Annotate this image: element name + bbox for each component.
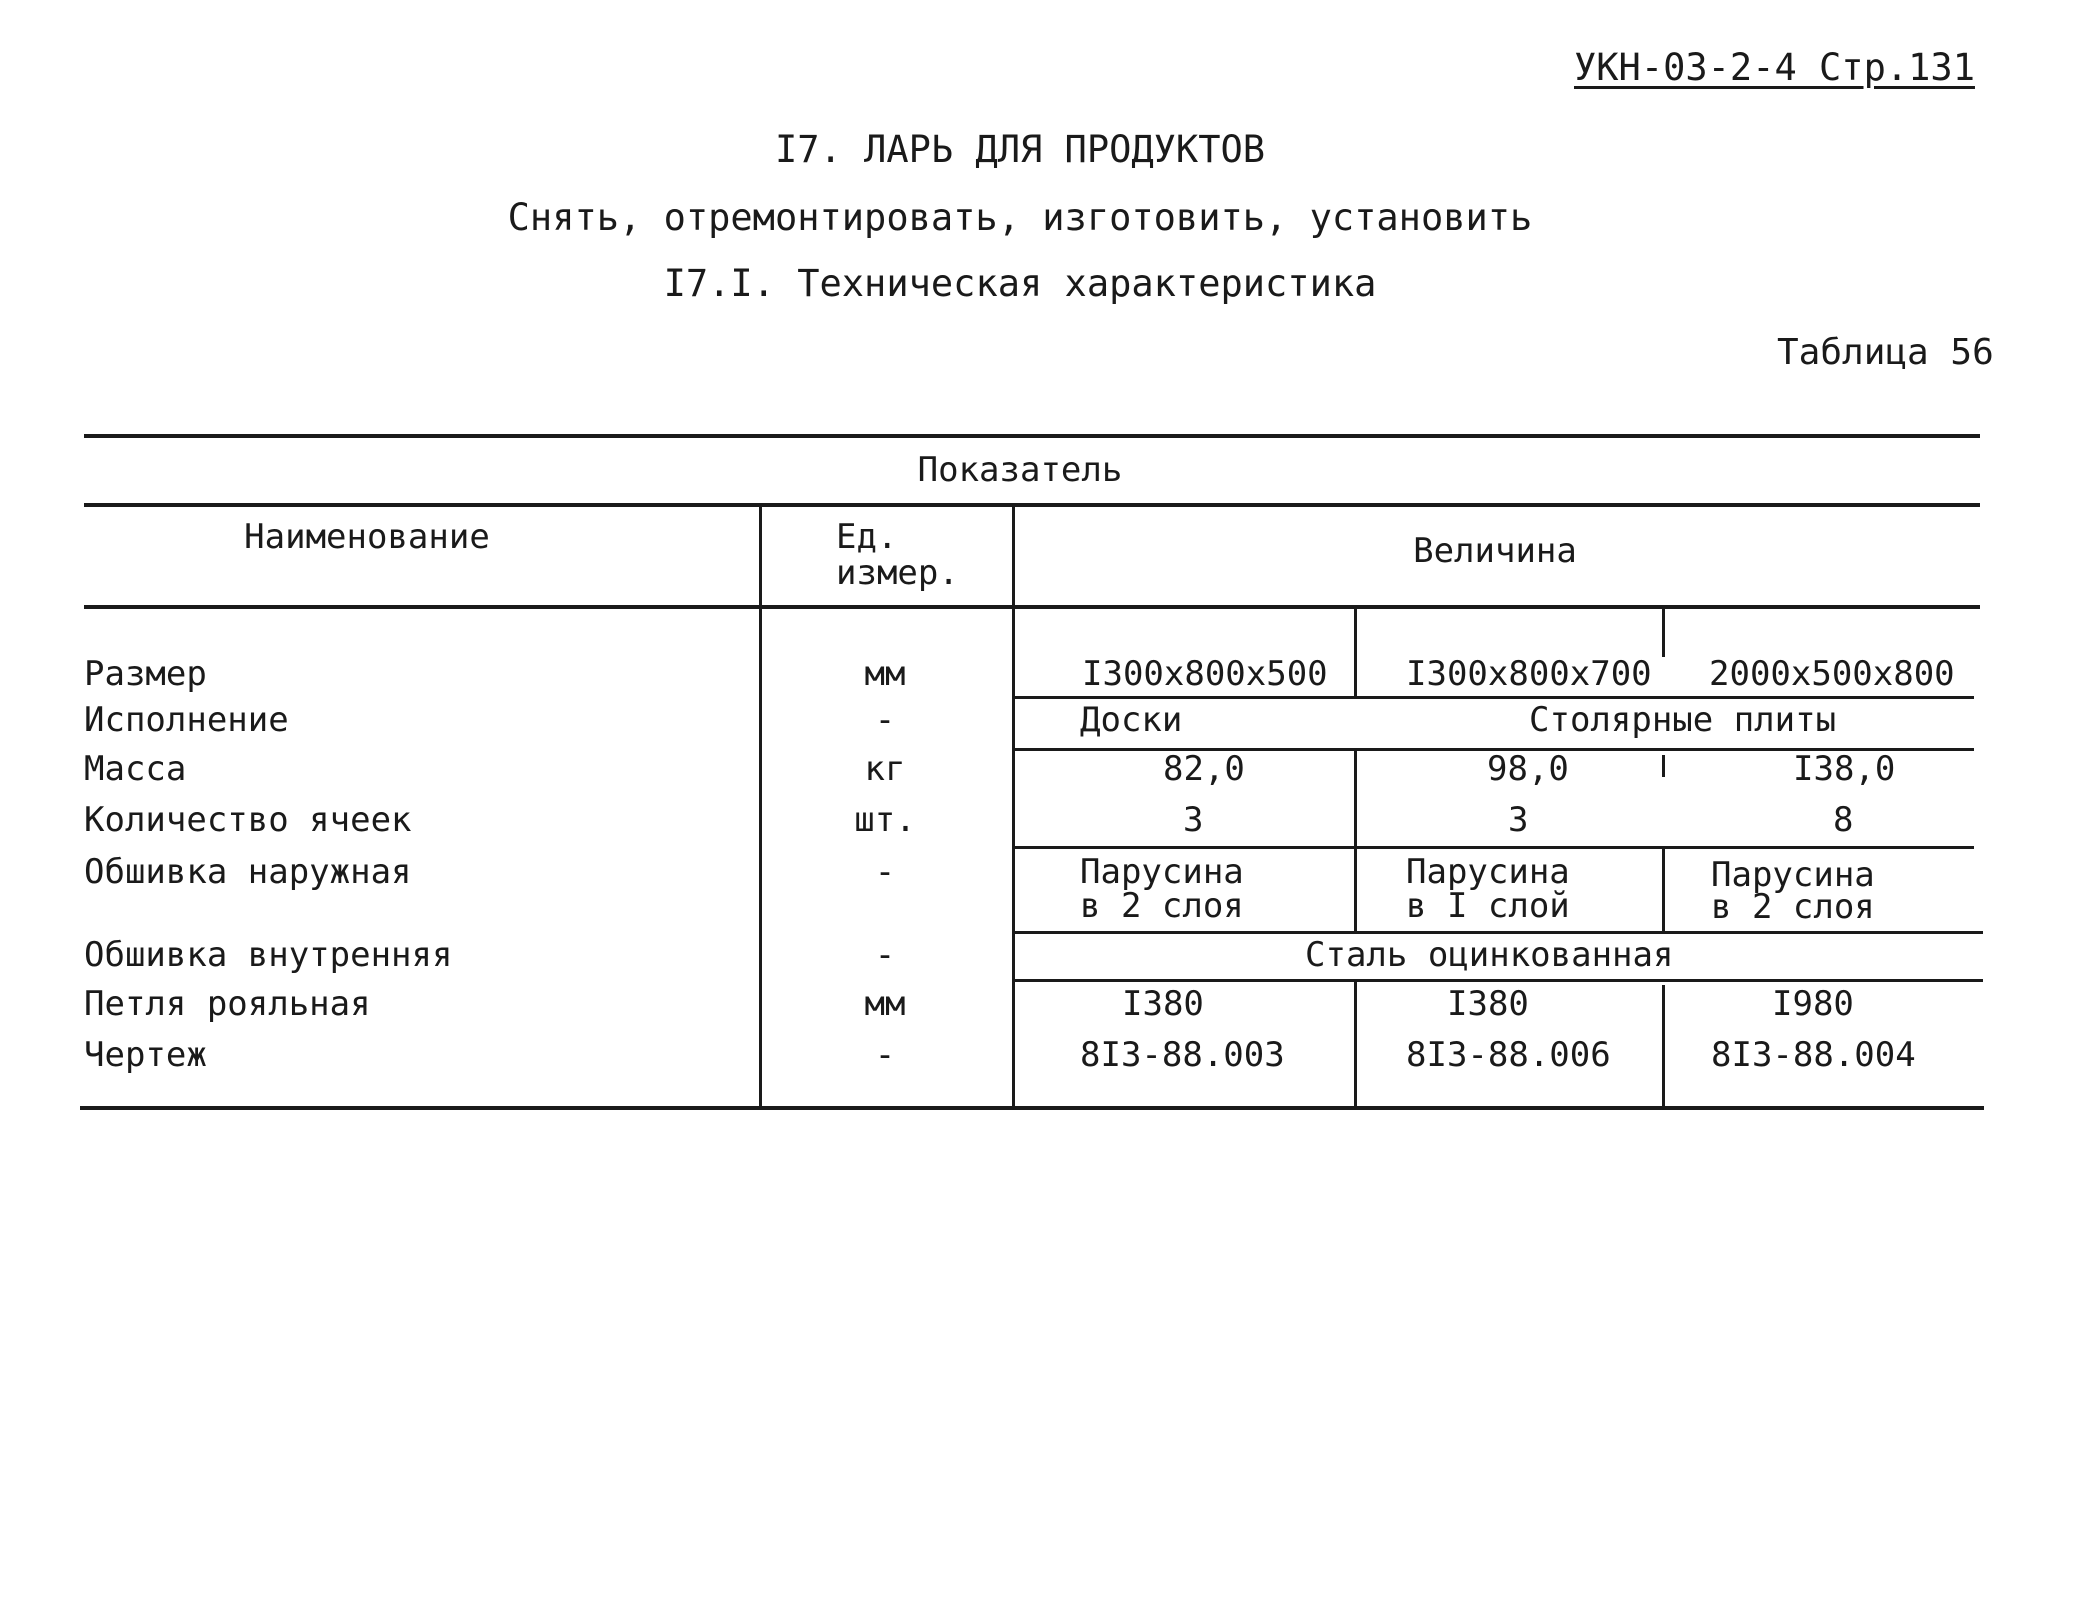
column-header-unit: Ед. xyxy=(836,517,898,557)
row-label: Масса xyxy=(84,749,187,789)
row-rule xyxy=(1013,696,1974,699)
table-bottom-rule xyxy=(80,1106,1984,1110)
value-divider xyxy=(1354,748,1357,933)
row-value: I38,0 xyxy=(1793,749,1896,789)
document-reference: УКН-03-2-4 Стр.131 xyxy=(1574,46,1975,89)
row-value: в 2 слоя xyxy=(1080,886,1244,926)
row-value: Парусина xyxy=(1406,852,1570,892)
column-divider xyxy=(1012,503,1015,1106)
row-unit: - xyxy=(874,852,896,892)
value-divider xyxy=(1662,755,1665,777)
row-value: в I слой xyxy=(1406,886,1570,926)
row-label: Обшивка внутренняя xyxy=(84,935,453,975)
row-value: 8I3-88.006 xyxy=(1406,1035,1611,1075)
row-value: I380 xyxy=(1122,984,1204,1024)
row-unit: шт. xyxy=(854,800,916,840)
row-unit: - xyxy=(874,700,896,740)
row-rule xyxy=(1013,846,1974,849)
row-value: 3 xyxy=(1508,800,1529,840)
row-rule xyxy=(1013,979,1983,982)
row-value: Парусина xyxy=(1080,852,1244,892)
row-label: Размер xyxy=(84,654,207,694)
row-unit: - xyxy=(874,1035,896,1075)
table-number: Таблица 56 xyxy=(1777,332,1994,373)
row-value: I300x800x700 xyxy=(1406,654,1652,694)
row-value: I300x800x500 xyxy=(1082,654,1328,694)
row-value: I980 xyxy=(1772,984,1854,1024)
row-value: 8I3-88.004 xyxy=(1711,1035,1916,1075)
column-header-rule xyxy=(84,605,1980,609)
row-label: Чертеж xyxy=(84,1035,207,1075)
section-subtitle: Снять, отремонтировать, изготовить, установить xyxy=(507,196,1533,239)
row-value: Доски xyxy=(1080,700,1183,740)
table-top-rule xyxy=(84,434,1980,438)
row-value: 98,0 xyxy=(1487,749,1569,789)
value-divider xyxy=(1354,979,1357,1106)
row-value: Парусина xyxy=(1711,855,1875,895)
value-divider xyxy=(1662,605,1665,657)
column-header-unit: измер. xyxy=(836,553,959,593)
value-divider xyxy=(1354,605,1357,696)
row-label: Обшивка наружная xyxy=(84,852,412,892)
row-value: 82,0 xyxy=(1163,749,1245,789)
group-header: Показатель xyxy=(917,450,1123,490)
row-label: Исполнение xyxy=(84,700,289,740)
subsection-heading: I7.I. Техническая характеристика xyxy=(663,262,1377,305)
row-value: 3 xyxy=(1183,800,1204,840)
row-label: Количество ячеек xyxy=(84,800,412,840)
column-header-value: Величина xyxy=(1413,531,1577,571)
row-value: 8 xyxy=(1833,800,1854,840)
row-value: 2000x500x800 xyxy=(1709,654,1955,694)
row-unit: - xyxy=(874,935,896,975)
row-value: 8I3-88.003 xyxy=(1080,1035,1285,1075)
row-unit: мм xyxy=(864,654,906,694)
section-title: I7. ЛАРЬ ДЛЯ ПРОДУКТОВ xyxy=(774,128,1266,171)
row-unit: мм xyxy=(864,984,906,1024)
row-label: Петля рояльная xyxy=(84,984,371,1024)
row-value-merged: Столярные плиты xyxy=(1529,700,1837,740)
value-divider xyxy=(1662,985,1665,1106)
row-value: I380 xyxy=(1447,984,1529,1024)
group-header-rule xyxy=(84,503,1980,507)
row-unit: кг xyxy=(864,749,906,789)
row-value: в 2 слоя xyxy=(1711,887,1875,927)
column-header-name: Наименование xyxy=(244,517,490,557)
row-value-merged: Сталь оцинкованная xyxy=(1305,935,1674,975)
value-divider xyxy=(1662,846,1665,931)
row-rule xyxy=(1013,931,1983,934)
